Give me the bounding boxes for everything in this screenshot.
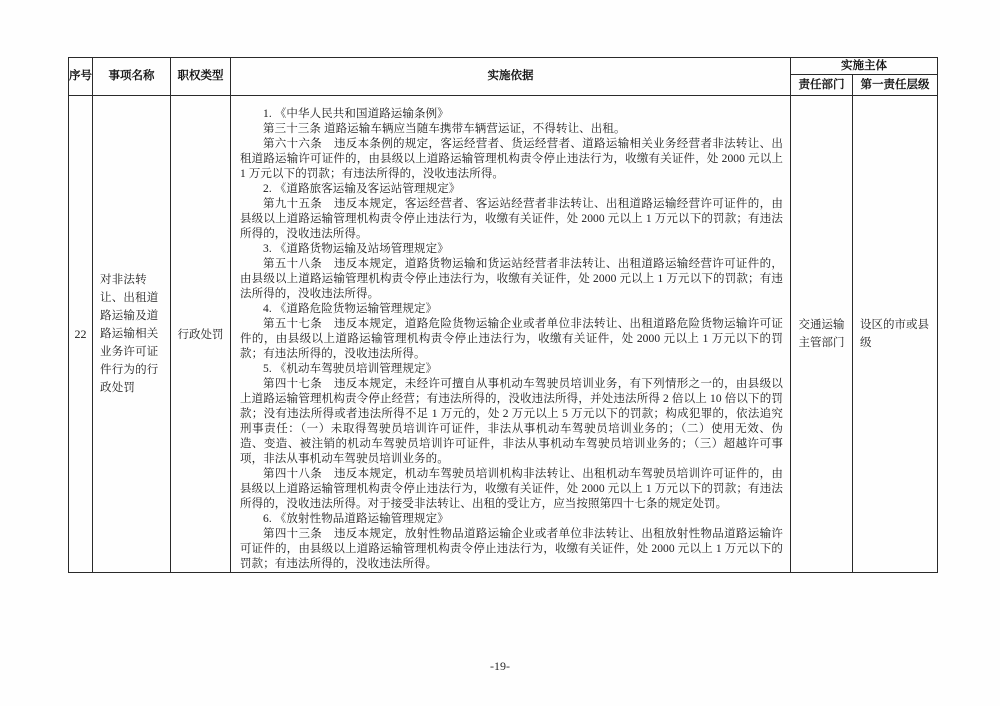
- basis-paragraph: 第三十三条 道路运输车辆应当随车携带车辆营运证，不得转让、出租。: [263, 123, 626, 135]
- cell-item-name: 对非法转让、出租道路运输及道路运输相关业务许可证件行为的行政处罚: [93, 96, 171, 573]
- header-serial-number: 序号: [69, 58, 93, 96]
- header-implementation-subject: 实施主体: [791, 58, 938, 75]
- header-authority-type: 职权类型: [171, 58, 231, 96]
- basis-paragraph: 4. 《道路危险货物运输管理规定》: [263, 303, 438, 315]
- basis-paragraph: 5. 《机动车驾驶员培训管理规定》: [263, 363, 438, 375]
- basis-paragraph: 第五十八条 违反本规定，道路货物运输和货运站经营者非法转让、出租道路运输经营许可证件的，由县级以上道路运输管理机构责令停止违法行为，收缴有关证件，处 2000 元以上 1 万元以下的罚款；有违法所得的，没收违法所得。: [240, 258, 783, 300]
- cell-serial-number: 22: [69, 96, 93, 573]
- basis-paragraph: 第四十三条 违反本规定，放射性物品道路运输企业或者单位非法转让、出租放射性物品道路运输许可证件的，由县级以上道路运输管理机构责令停止违法行为，收缴有关证件，处 2000 元以上 1 万元以下的罚款；有违法所得的，没收违法所得。: [240, 528, 783, 570]
- page-number: -19-: [490, 659, 510, 673]
- basis-paragraph: 第四十七条 违反本规定，未经许可擅自从事机动车驾驶员培训业务，有下列情形之一的，由县级以上道路运输管理机构责令停止经营；有违法所得的，没收违法所得，并处违法所得 2 倍以上 10 倍以下的罚款；没有违法所得或者违法所得不足 1 万元的，处 2 万元以上 5 万元以下的罚款；构成犯罪的，依法追究刑事责任：（一）未取得驾驶员培训许可证件，非法从事机动车驾驶员培训业务的；（二）使用无效、伪造、变造、被注销的机动车驾驶员培训许可证件，非法从事机动车驾驶员培训业务的；（三）超越许可事项，非法从事机动车驾驶员培训业务的。: [240, 378, 783, 465]
- basis-paragraph: 2. 《道路旅客运输及客运站管理规定》: [263, 183, 461, 195]
- header-first-responsibility-level: 第一责任层级: [853, 75, 938, 96]
- cell-responsible-department: 交通运输主管部门: [791, 96, 853, 573]
- basis-paragraph: 第六十六条 违反本条例的规定，客运经营者、货运经营者、道路运输相关业务经营者非法转让、出租道路运输许可证件的，由县级以上道路运输管理机构责令停止违法行为，收缴有关证件，处 2000 元以上 1 万元以下的罚款；有违法所得的，没收违法所得。: [240, 138, 783, 180]
- header-implementation-basis: 实施依据: [231, 58, 791, 96]
- basis-paragraph: 3. 《道路货物运输及站场管理规定》: [263, 243, 449, 255]
- basis-paragraph: 6. 《放射性物品道路运输管理规定》: [263, 513, 449, 525]
- basis-paragraph: 第九十五条 违反本规定，客运经营者、客运站经营者非法转让、出租道路运输经营许可证件的，由县级以上道路运输管理机构责令停止违法行为，收缴有关证件，处 2000 元以上 1 万元以下的罚款；有违法所得的，没收违法所得。: [240, 198, 783, 240]
- basis-paragraph: 第五十七条 违反本规定，道路危险货物运输企业或者单位非法转让、出租道路危险货物运输许可证件的，由县级以上道路运输管理机构责令停止违法行为，收缴有关证件，处 2000 元以上 1 万元以下的罚款；有违法所得的，没收违法所得。: [240, 318, 783, 360]
- header-responsible-department: 责任部门: [791, 75, 853, 96]
- cell-first-responsibility-level: 设区的市或县级: [853, 96, 938, 573]
- basis-paragraph: 第四十八条 违反本规定，机动车驾驶员培训机构非法转让、出租机动车驾驶员培训许可证件的，由县级以上道路运输管理机构责令停止违法行为，收缴有关证件，处 2000 元以上 1 万元以下的罚款；有违法所得的，没收违法所得。对于接受非法转让、出租的受让方，应当按照第四十七条的规定处罚。: [240, 468, 783, 510]
- header-item-name: 事项名称: [93, 58, 171, 96]
- cell-authority-type: 行政处罚: [171, 96, 231, 573]
- table-row: [69, 96, 938, 573]
- basis-paragraph: 1. 《中华人民共和国道路运输条例》: [263, 108, 449, 120]
- cell-implementation-basis: [231, 96, 791, 573]
- duty-list-table: [68, 57, 938, 573]
